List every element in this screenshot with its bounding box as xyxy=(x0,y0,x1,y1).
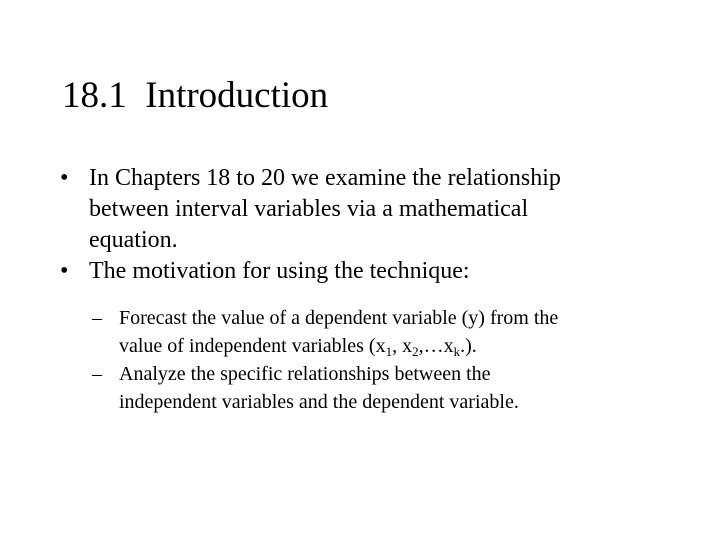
bullet-text-line: The motivation for using the technique: xyxy=(89,258,470,284)
bullet-marker: • xyxy=(60,258,69,284)
sub-bullet-text: .). xyxy=(460,335,477,357)
sub-bullet-marker: – xyxy=(92,307,102,329)
bullet-text-line: equation. xyxy=(89,227,178,253)
sub-bullet-text: ,…x xyxy=(418,335,454,357)
subscript: 2 xyxy=(412,344,419,359)
bullet-text-line: In Chapters 18 to 20 we examine the relationship xyxy=(89,165,561,191)
sub-bullet-item xyxy=(60,360,700,416)
bullet-marker: • xyxy=(60,165,69,191)
sub-bullet-text-line: Forecast the value of a dependent variable (y) from the xyxy=(119,307,559,329)
sub-bullet-item xyxy=(60,304,700,360)
subscript: k xyxy=(453,344,461,359)
sub-bullet-text: value of independent variables (x xyxy=(119,335,386,357)
subscript: 1 xyxy=(385,344,393,359)
sub-bullet-text-line xyxy=(119,332,700,360)
sub-bullet-text-line: Analyze the specific relationships between the xyxy=(119,363,491,385)
sub-bullet-text-line: independent variables and the dependent variable. xyxy=(119,391,519,413)
sub-bullet-marker: – xyxy=(92,363,102,385)
sub-bullet-text: , x xyxy=(392,335,413,357)
bullet-item xyxy=(60,163,700,256)
slide-title: 18.1 Introduction xyxy=(62,75,329,116)
bullet-text-line: between interval variables via a mathematical xyxy=(89,196,529,222)
bullet-item xyxy=(60,256,700,287)
slide-body xyxy=(60,163,700,416)
